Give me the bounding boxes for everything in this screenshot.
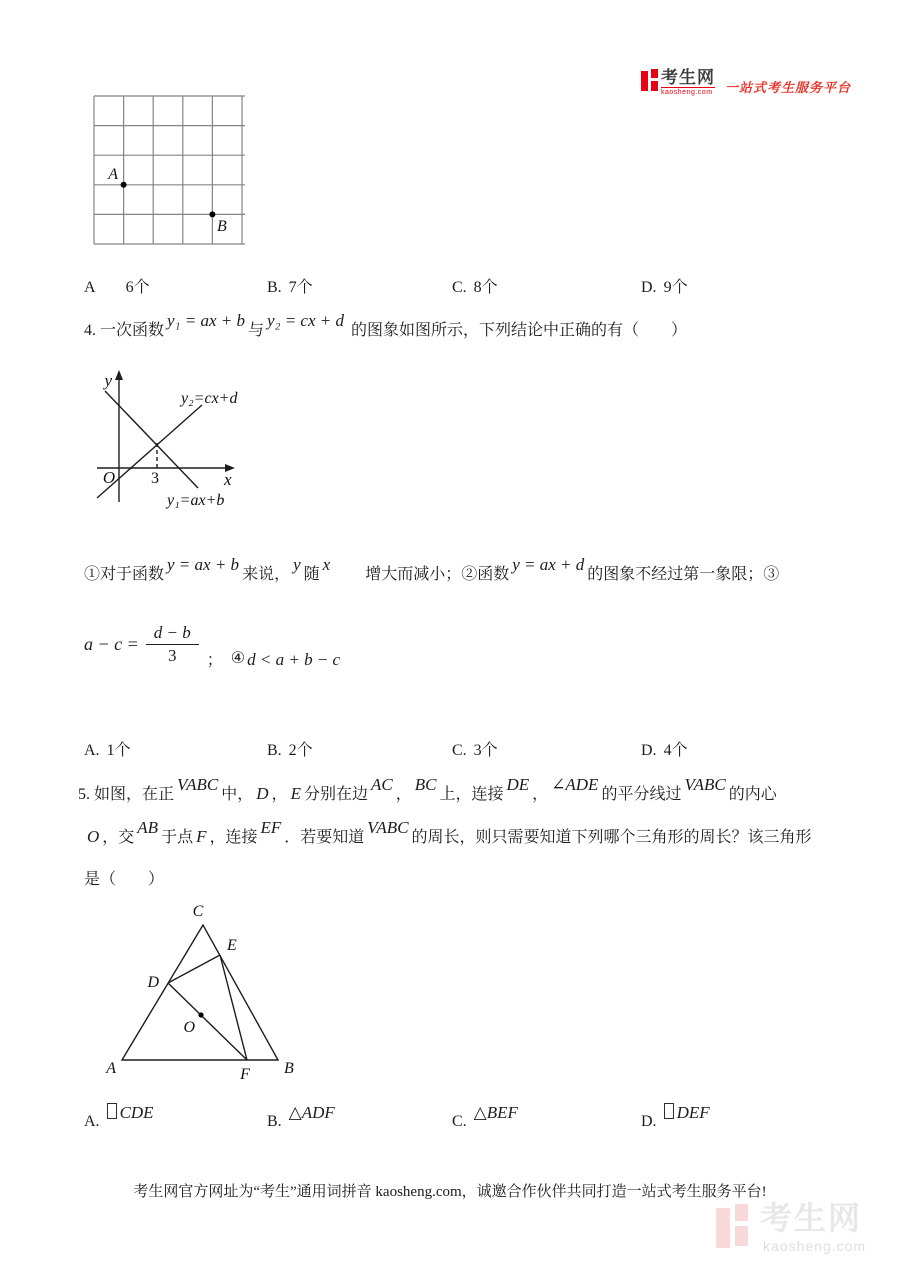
- option-label: A.: [84, 742, 100, 759]
- text-segment: 随: [303, 566, 320, 583]
- text-segment: 分别在边: [303, 786, 368, 803]
- triangle-figure: [98, 900, 303, 1085]
- point-label-e: E: [227, 937, 237, 954]
- math-segment: y = ax + b: [167, 555, 240, 574]
- vertex-label-b: B: [284, 1060, 294, 1077]
- q4-option-d: [641, 737, 688, 760]
- text-segment: 的图象如图所示，下列结论中正确的有（ ）: [346, 322, 687, 339]
- circled-4: ④: [230, 650, 246, 667]
- grid-label-a: A: [108, 166, 118, 183]
- q4-option-c: [452, 737, 498, 760]
- option-label: B.: [267, 279, 282, 296]
- point-label-d: D: [147, 974, 159, 991]
- text-segment: ，: [532, 786, 549, 803]
- x-tick-3: 3: [151, 470, 159, 487]
- option-text: 3个: [473, 742, 498, 759]
- logo-domain-text: kaosheng.com: [661, 87, 715, 96]
- option-label: C.: [452, 1113, 467, 1130]
- origin-label: O: [102, 468, 116, 487]
- option-math: CDE: [119, 1103, 154, 1122]
- logo-brand-text: 考生网: [661, 68, 715, 87]
- math-segment: y: [293, 555, 301, 574]
- q4-statements: [84, 555, 780, 587]
- footer-text: 考生网官方网址为“考生”通用词拼音 kaosheng.com，诚邀合作伙伴共同打造一站式考生服务平台!: [133, 1184, 767, 1200]
- text-segment: 是（ ）: [84, 871, 165, 888]
- kaosheng-watermark: [712, 1198, 892, 1260]
- text-segment: 上，连接: [439, 786, 504, 803]
- q5-stem-line1: [78, 775, 777, 807]
- vertex-label-c: C: [192, 903, 204, 920]
- option-label: D.: [641, 742, 657, 759]
- math-segment: AB: [137, 818, 159, 837]
- y-axis-arrow: [115, 370, 123, 380]
- q5-option-c: [452, 1103, 518, 1131]
- point-label-o: O: [183, 1019, 195, 1036]
- missing-glyph-box: [664, 1103, 674, 1119]
- formula-separator: ；: [206, 652, 223, 669]
- fraction-numerator: d − b: [153, 622, 191, 642]
- option-text: 2个: [288, 742, 313, 759]
- q3-option-b: [267, 274, 313, 297]
- option-label: D.: [641, 1113, 657, 1130]
- q3-option-a: [84, 274, 150, 297]
- formula-rhs: d < a + b − c: [247, 650, 341, 669]
- math-segment: DE: [506, 775, 530, 794]
- q4-stem: [84, 311, 687, 343]
- text-segment: ．若要知道: [284, 829, 365, 846]
- q5-option-a: [84, 1103, 154, 1131]
- text-segment: 来说，: [242, 566, 291, 583]
- text-segment: 增大而减小；②函数: [333, 566, 510, 583]
- x-axis-label: x: [224, 470, 232, 489]
- point-label-f: F: [240, 1066, 250, 1083]
- text-segment: 的周长，则只需要知道下列哪个三角形的周长？该三角形: [411, 829, 812, 846]
- q5-option-b: [267, 1103, 335, 1131]
- q5-stem-line2: [84, 818, 812, 850]
- text-segment: 中，: [221, 786, 254, 803]
- math-segment: O: [87, 827, 100, 846]
- q3-option-c: [452, 274, 498, 297]
- segment-ef: [220, 955, 247, 1060]
- text-segment: 的平分线过: [601, 786, 682, 803]
- q5-options-row: [0, 1103, 900, 1136]
- line2-label: y₂=cx+d: [181, 390, 238, 407]
- q3-option-d: [641, 274, 688, 297]
- watermark-brand-text: 考生网: [760, 1200, 863, 1236]
- option-label: C.: [452, 279, 467, 296]
- math-segment: D: [256, 784, 269, 803]
- math-segment: E: [290, 784, 301, 803]
- math-segment: ∠ADE: [551, 775, 599, 794]
- option-label: B.: [267, 1113, 282, 1130]
- option-text: 4个: [663, 742, 688, 759]
- logo-tagline: 一站式考生服务平台: [725, 80, 852, 95]
- math-segment: EF: [260, 818, 282, 837]
- line1-label: y₁=ax+b: [167, 492, 225, 509]
- math-segment: BC: [414, 775, 437, 794]
- math-segment: y₁ = ax + b: [167, 311, 245, 330]
- text-segment: 5. 如图，在正: [78, 786, 175, 803]
- option-text: 9个: [663, 279, 688, 296]
- option-label: A: [84, 279, 96, 296]
- missing-glyph-box: [107, 1103, 117, 1119]
- option-math: DEF: [676, 1103, 710, 1122]
- vertex-label-a: A: [106, 1060, 116, 1077]
- grid-point-a: [121, 182, 127, 188]
- formula-lhs: a − c =: [84, 633, 139, 654]
- option-label: C.: [452, 742, 467, 759]
- option-label: D.: [641, 279, 657, 296]
- logo-text-block: [661, 69, 715, 96]
- segment-df: [168, 983, 247, 1060]
- option-text: 1个: [106, 742, 131, 759]
- math-segment: y = ax + d: [512, 555, 585, 574]
- triangle-abc: [122, 925, 278, 1060]
- text-segment: ，交: [102, 829, 135, 846]
- math-segment: AC: [370, 775, 393, 794]
- q4-formula: [84, 616, 340, 672]
- text-segment: ，: [271, 786, 288, 803]
- q4-options-row: [0, 737, 900, 763]
- text-segment: ，连接: [209, 829, 258, 846]
- kaosheng-logo: [641, 69, 851, 96]
- option-text: 6个: [125, 279, 150, 296]
- function-graph-figure: [88, 362, 260, 514]
- option-label: B.: [267, 742, 282, 759]
- option-text: 7个: [288, 279, 313, 296]
- option-math: △ADF: [288, 1103, 335, 1122]
- math-segment: VABC: [684, 775, 726, 794]
- incenter-point-o: [198, 1012, 203, 1017]
- text-segment: 的内心: [728, 786, 777, 803]
- text-segment: ，: [395, 786, 412, 803]
- option-label: A.: [84, 1113, 100, 1130]
- text-segment: 与: [247, 322, 264, 339]
- math-segment: F: [196, 827, 207, 846]
- grid-label-b: B: [217, 218, 227, 235]
- q5-option-d: [641, 1103, 710, 1131]
- q5-stem-line3: [84, 868, 164, 892]
- q4-option-b: [267, 737, 313, 760]
- kaosheng-logo-icon: [641, 69, 658, 93]
- math-segment: VABC: [177, 775, 219, 794]
- text-segment: 4. 一次函数: [84, 322, 165, 339]
- math-segment: VABC: [367, 818, 409, 837]
- text-segment: 于点: [161, 829, 194, 846]
- option-text: 8个: [473, 279, 498, 296]
- text-segment: ①对于函数: [84, 566, 165, 583]
- fraction-denominator: 3: [146, 644, 199, 666]
- text-segment: 的图象不经过第一象限；③: [587, 566, 780, 583]
- y-axis-label: y: [104, 371, 112, 390]
- q3-options-row: [0, 274, 900, 300]
- math-segment: y₂ = cx + d: [266, 311, 344, 330]
- watermark-domain-text: kaosheng.com: [763, 1238, 867, 1254]
- q4-option-a: [84, 737, 131, 760]
- option-math: △BEF: [473, 1103, 518, 1122]
- math-segment: x: [322, 555, 331, 574]
- grid-point-b: [209, 211, 215, 217]
- grid-figure: [93, 95, 247, 247]
- fraction: [146, 623, 199, 666]
